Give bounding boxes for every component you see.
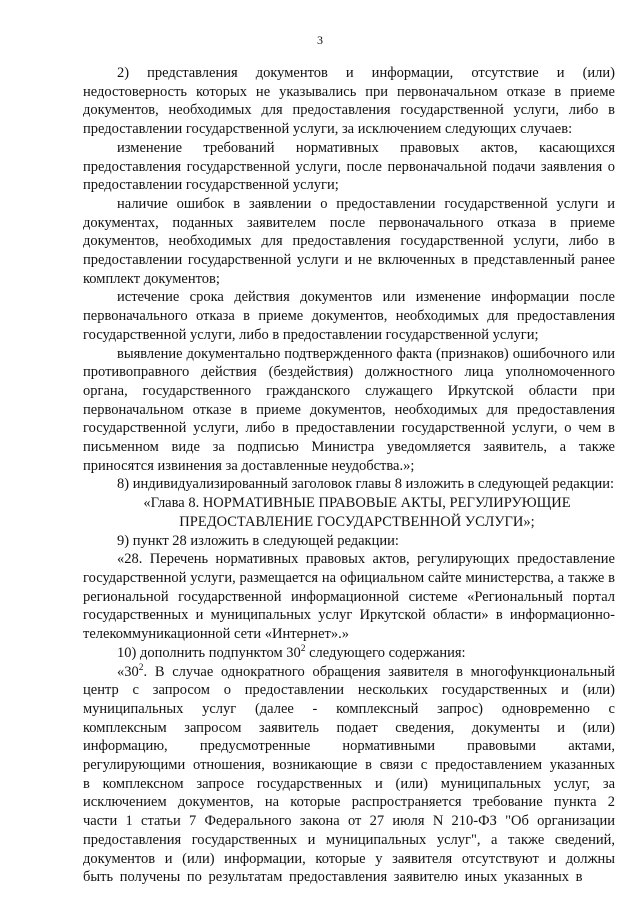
paragraph-clause-30-2 <box>83 663 615 887</box>
item-10-text: 10) дополнить подпунктом 30 <box>117 644 301 661</box>
paragraph-item-2: 2) представления документов и информации, отсутствие и (или) недостоверность которых не указывались при первоначальном отказе в приеме документов, необходимых для предоставления государственной услуги, либо в предоставлении государственной услуги, за исключением следующих случаев: <box>83 65 615 138</box>
clause-30-2-text: . В случае однократного обращения заявителя в многофункциональный центр с запросом о предоставлении нескольких государственных и (или) муниципальных услуг (далее - комплексный запрос) одновременно с комплексным запросом заявитель подает сведения, документы и (или) информацию, предусмотренные нормативными правовыми актами, регулирующими отношения, возникающие в связи с предоставлением указанных в комплексном запросе государственных и (или) муниципальных услуг, за исключением документов, на которые распространяется требование пункта 2 части 1 статьи 7 Федерального закона от 27 июля N 210-ФЗ "Об организации предоставления государственных и муниципальных услуг", а также сведений, документов и (или) информации, которые у заявителя отсутствуют и должны быть получены по результатам предоставления заявителю иных указанных в <box>83 663 615 886</box>
paragraph-case-misconduct: выявление документально подтвержденного факта (признаков) ошибочного или противоправного действия (бездействия) должностного лица уполномоченного органа, государственного гражданского служащего Иркутской области при первоначальном отказе в приеме документов, необходимых для предоставления государственной услуги, либо в предоставлении государственной услуги, о чем в письменном виде за подписью Министра уведомляется заявитель, а также приносятся извинения за доставленные неудобства.»; <box>83 345 615 474</box>
chapter-8-heading: «Глава 8. НОРМАТИВНЫЕ ПРАВОВЫЕ АКТЫ, РЕГУЛИРУЮЩИЕ ПРЕДОСТАВЛЕНИЕ ГОСУДАРСТВЕННОЙ УСЛУГИ»; <box>143 495 571 530</box>
paragraph-list <box>83 64 615 644</box>
superscript: 2 <box>300 643 306 654</box>
paragraph-item-8: 8) индивидуализированный заголовок главы 8 изложить в следующей редакции: <box>117 476 615 493</box>
paragraph-case-errors: наличие ошибок в заявлении о предоставлении государственной услуги и документах, поданных заявителем после первоначального отказа в приеме документов, необходимых для предоставления государственной услуги, либо в предоставлении государственной услуги и не включенных в представленный ранее комплект документов; <box>83 195 615 287</box>
superscript: 2 <box>138 662 144 673</box>
paragraph-item-9: 9) пункт 28 изложить в следующей редакции: <box>117 532 399 549</box>
item-10-text-rest: следующего содержания: <box>305 644 466 661</box>
paragraph-case-expiry: истечение срока действия документов или изменение информации после первоначального отказа в приеме документов, необходимых для предоставления государственной услуги, либо в предоставлении государственной услуги; <box>83 289 615 343</box>
document-body <box>83 64 615 887</box>
clause-30-2-prefix: «30 <box>117 663 139 680</box>
paragraph-case-requirements-change: изменение требований нормативных правовых актов, касающихся предоставления государственной услуги, после первоначальной подачи заявления о предоставлении государственной услуги; <box>83 139 615 194</box>
paragraph-clause-28: «28. Перечень нормативных правовых актов, регулирующих предоставление государственной услуги, размещается на официальном сайте министерства, а также в региональной государственной информационной системе «Региональный портал государственных и муниципальных услуг Иркутской области» в информационно-телекоммуникационной сети «Интернет».» <box>83 551 615 643</box>
paragraph-item-10 <box>83 644 615 663</box>
page-number: 3 <box>317 33 323 47</box>
